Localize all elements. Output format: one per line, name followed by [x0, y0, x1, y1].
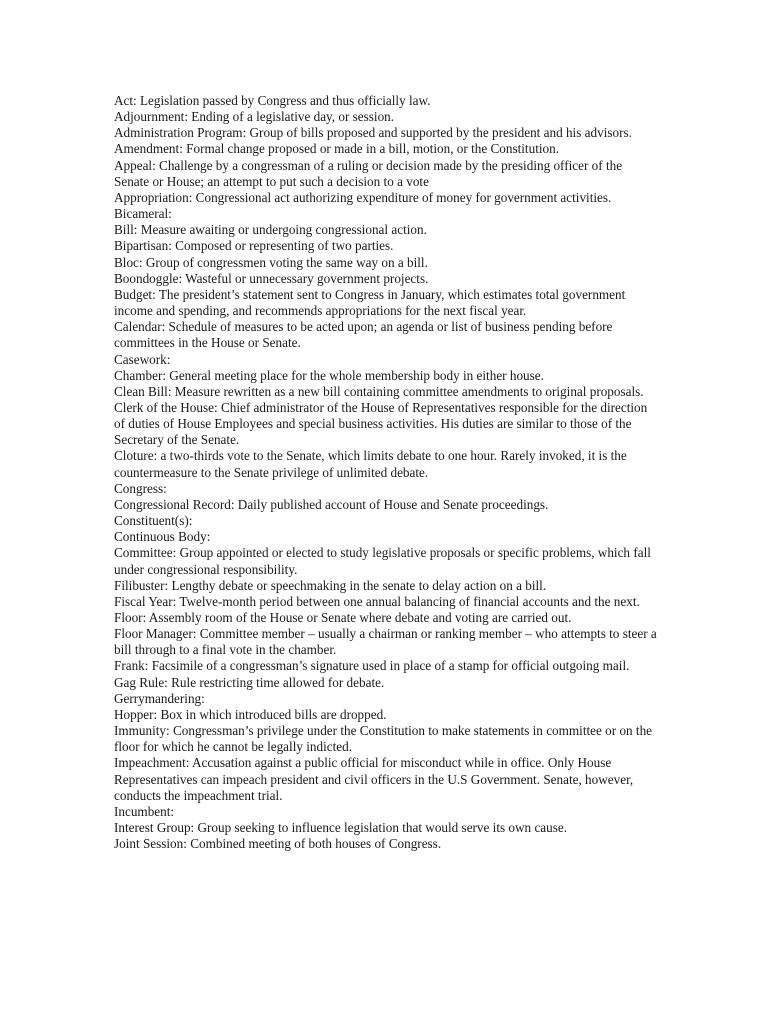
glossary-entry-floor: Floor: Assembly room of the House or Senate where debate and voting are carried out. [114, 610, 572, 625]
glossary-entry-joint-session: Joint Session: Combined meeting of both houses of Congress. [114, 836, 442, 852]
glossary-entry-appeal: Appeal: Challenge by a congressman of a ruling or decision made by the presiding officer of the Senate or House; an attempt to put such a decision to a vote [114, 157, 623, 189]
glossary-entry-bipartisan: Bipartisan: Composed or representing of two parties. [114, 238, 394, 254]
glossary-entry-constituents: Constituent(s): [114, 513, 193, 529]
glossary-entry-gag-rule: Gag Rule: Rule restricting time allowed for debate. [114, 674, 385, 690]
glossary-document [114, 93, 658, 852]
glossary-entry-bill: Bill: Measure awaiting or undergoing congressional action. [114, 222, 427, 238]
glossary-entry-congressional-record: Congressional Record: Daily published account of House and Senate proceedings. [114, 496, 549, 512]
glossary-entry-impeachment: Impeachment: Accusation against a public official for misconduct while in office. Only House Representatives can impeach president and civil officers in the U.S Government. Senate, however, conducts the impeachment trial. [114, 755, 634, 803]
glossary-entry-immunity: Immunity: Congressman’s privilege under the Constitution to make statements in committee or on the floor for which he cannot be legally indicted. [114, 723, 653, 755]
glossary-entry-committee: Committee: Group appointed or elected to study legislative proposals or specific problems, which fall under congressional responsibility. [114, 545, 651, 577]
glossary-entry-act: Act: Legislation passed by Congress and thus officially law. [114, 93, 431, 108]
glossary-entry-floor-manager: Floor Manager: Committee member – usually a chairman or ranking member – who attempts to steer a bill through to a final vote in the chamber. [114, 626, 657, 658]
glossary-entry-calendar: Calendar: Schedule of measures to be acted upon; an agenda or list of business pending before committees in the House or Senate. [114, 319, 613, 351]
glossary-entry-appropriation: Appropriation: Congressional act authorizing expenditure of money for government activities. [114, 189, 612, 205]
glossary-entry-amendment: Amendment: Formal change proposed or made in a bill, motion, or the Constitution. [114, 141, 560, 157]
glossary-entry-congress: Congress: [114, 480, 167, 496]
glossary-entry-frank: Frank: Facsimile of a congressman’s signature used in place of a stamp for official outgoing mail. [114, 658, 630, 674]
glossary-entry-incumbent: Incumbent: [114, 803, 175, 819]
glossary-entry-bicameral: Bicameral: [114, 206, 172, 222]
glossary-entry-adjournment: Adjournment: Ending of a legislative day, or session. [114, 109, 395, 125]
glossary-entry-cloture: Cloture: a two-thirds vote to the Senate, which limits debate to one hour. Rarely invoked, it is the countermeasure to the Senate privilege of unlimited debate. [114, 448, 627, 480]
glossary-entry-hopper: Hopper: Box in which introduced bills are dropped. [114, 706, 387, 722]
glossary-entry-interest-group: Interest Group: Group seeking to influence legislation that would serve its own cause. [114, 820, 568, 836]
glossary-entry-fiscal-year: Fiscal Year: Twelve-month period between one annual balancing of financial accounts and the next. [114, 593, 640, 609]
glossary-entry-clerk-of-the-house: Clerk of the House: Chief administrator of the House of Representatives responsible for the direction of duties of House Employees and special business activities. His duties are similar to those of the Secretary of the Senate. [114, 399, 648, 448]
glossary-entry-continuous-body: Continuous Body: [114, 529, 211, 545]
glossary-entry-clean-bill: Clean Bill: Measure rewritten as a new bill containing committee amendments to original proposals. [114, 383, 644, 399]
glossary-entry-budget: Budget: The president’s statement sent to Congress in January, which estimates total government income and spending, and recommends appropriations for the next fiscal year. [114, 286, 626, 319]
glossary-entry-filibuster: Filibuster: Lengthy debate or speechmaking in the senate to delay action on a bill. [114, 577, 547, 593]
glossary-entry-boondoggle: Boondoggle: Wasteful or unnecessary government projects. [114, 270, 429, 286]
glossary-entry-casework: Casework: [114, 351, 171, 367]
glossary-entry-gerrymandering: Gerrymandering: [114, 690, 205, 706]
glossary-entry-administration-program: Administration Program: Group of bills proposed and supported by the president and his advisors. [114, 125, 632, 141]
glossary-entry-chamber: Chamber: General meeting place for the whole membership body in either house. [114, 367, 544, 383]
glossary-entry-bloc: Bloc: Group of congressmen voting the same way on a bill. [114, 254, 428, 270]
